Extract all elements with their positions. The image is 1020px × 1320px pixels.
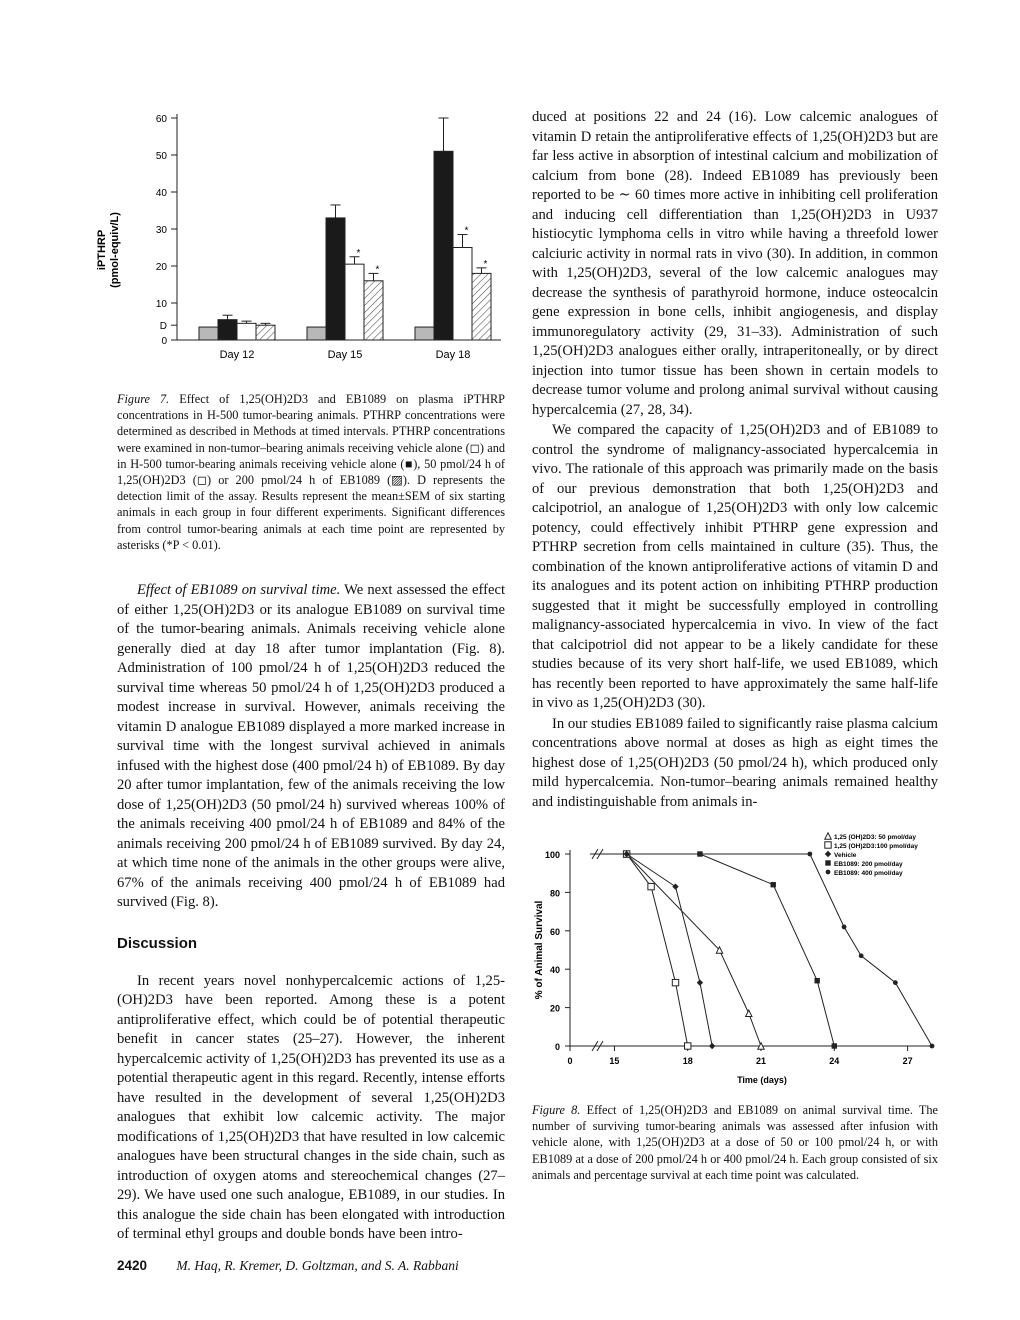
y-tick-label: 80 <box>549 888 560 899</box>
y-tick-label: 60 <box>549 926 560 937</box>
data-point <box>814 978 819 983</box>
data-point <box>842 925 847 930</box>
y-tick-label: 100 <box>544 850 560 860</box>
y-tick-label: 0 <box>161 336 167 347</box>
data-point <box>825 851 831 857</box>
y-tick-label: 10 <box>155 299 167 310</box>
legend-entry: 1,25 (OH)2D3:100 pmol/day <box>834 843 918 850</box>
survival-heading: Effect of EB1089 on survival time. <box>137 582 341 599</box>
footer-authors: M. Haq, R. Kremer, D. Goltzman, and S. A. Rabbani <box>176 1258 459 1273</box>
series-line <box>590 854 834 1046</box>
significance-asterisk: * <box>483 258 488 270</box>
significance-asterisk: * <box>464 225 469 237</box>
data-point <box>746 1010 752 1016</box>
bar <box>345 264 364 340</box>
bar <box>256 325 275 340</box>
data-point <box>832 1043 837 1048</box>
legend-group <box>825 833 918 877</box>
data-point <box>807 852 812 857</box>
y-tick-label: 30 <box>155 225 167 236</box>
x-tick-label: 0 <box>567 1056 573 1066</box>
survival-paragraph <box>117 581 505 913</box>
figure-8-chart <box>532 826 938 1098</box>
significance-asterisk: * <box>375 264 380 276</box>
data-point <box>771 882 776 887</box>
x-axis-title: Time (days) <box>737 1075 787 1085</box>
y-tick-label: 50 <box>155 151 167 162</box>
category-label: Day 18 <box>435 349 471 361</box>
category-labels-group <box>220 349 471 361</box>
y-axis-title: % of Animal Survival <box>534 900 545 1000</box>
legend-entry: EB1089: 400 pmol/day <box>834 870 903 877</box>
data-point <box>825 860 830 865</box>
page-footer <box>117 1258 459 1274</box>
right-paragraph-3: In our studies EB1089 failed to significantly raise plasma calcium concentrations above normal at doses as high as eight times the highest dose of 1,25(OH)2D3 (50 pmol/24 h), which produced only mild hypercalcemia. Non-tumor–bearing animals remained healthy and indistinguishable from animals in- <box>532 715 938 810</box>
series-line <box>590 854 932 1046</box>
bars-group <box>199 118 491 340</box>
data-point <box>709 1043 715 1049</box>
figure-8-caption-text: Effect of 1,25(OH)2D3 and EB1089 on animal survival time. The number of surviving tumor-bearing animals was assessed after infusion with vehicle alone, with 1,25(OH)2D3 at a dose of 50 or 100 pmol/24 h, or with EB1089 at a dose of 200 pmol/24 h or 400 pmol/24 h. Each group consisted of six animals and percentage survival at each time point was calculated. <box>532 1103 939 1182</box>
data-point <box>672 883 678 889</box>
figure-7-caption-text: Effect of 1,25(OH)2D3 and EB1089 on plasma iPTHRP concentrations in H-500 tumor-bearing animals. PTHRP concentrations were determined as described in Methods at timed intervals. PTHRP concentrations were examined in non-tumor–bearing animals receiving vehicle alone (◻) and in H-500 tumor-bearing animals receiving vehicle alone (■), 50 pmol/24 h of 1,25(OH)2D3 (◻) or 200 pmol/24 h of EB1089 (▨). D represents the detection limit of the assay. Results represent the mean±SEM of six starting animals in each group in four different experiments. Significant differences from control tumor-bearing animals at each time point are represented by asterisks (*P < 0.01). <box>117 392 506 552</box>
data-point <box>697 979 703 985</box>
bar <box>307 327 326 340</box>
x-tick-label: 15 <box>609 1056 620 1066</box>
x-tick-label: 27 <box>902 1056 913 1066</box>
y-tick-label: 60 <box>155 114 167 125</box>
data-point <box>672 979 678 985</box>
bar <box>364 281 383 340</box>
category-label: Day 12 <box>219 349 255 361</box>
bar <box>415 327 434 340</box>
discussion-heading: Discussion <box>117 934 198 952</box>
data-point <box>859 953 864 958</box>
right-paragraph-1: duced at positions 22 and 24 (16). Low calcemic analogues of vitamin D retain the antiproliferative effects of 1,25(OH)2D3 but are far less active in absorption of intestinal calcium and mobilization of calcium from bone (28). Indeed EB1089 has previously been reported to be ∼ 60 times more active in inhibiting cell proliferation and inducing cell differentiation than 1,25(OH)2D3 in U937 histiocytic lymphoma cells in vitro while having a threefold lower calciuric activity in normal rats in vivo (30). In addition, in common with 1,25(OH)2D3, several of the low calcemic analogues may decrease the synthesis of parathyroid hormone, induce osteocalcin gene expression in bone cells, inhibit angiogenesis, and display immunoregulatory activity (29, 31–33). Administration of such 1,25(OH)2D3 analogues either orally, intraperitoneally, or by direct injection into tumor tissue has been shown in certain models to decrease tumor volume and prolong animal survival without causing hypercalcemia (27, 28, 34). <box>532 109 938 418</box>
bar <box>472 273 491 340</box>
figure-7-caption <box>117 391 505 553</box>
discussion-paragraph: In recent years novel nonhypercalcemic actions of 1,25-(OH)2D3 have been reported. Among these is a potent antiproliferative effect, which could be of potential therapeutic benefit in cancer states (25–27). However, the inherent hypercalcemic activity of 1,25(OH)2D3 has prevented its use as a potential therapeutic agent in this regard. Recently, intense efforts have resulted in the development of several 1,25(OH)2D3 analogues that exhibit low calcemic activity. The major modifications of 1,25(OH)2D3 that have resulted in low calcemic analogues have been structural changes in the side chain, such as introduction of oxygen atoms and stereochemical changes (27–29). We have used one such analogue, EB1089, in our studies. In this analogue the side chain has been elongated with introduction of terminal ethyl groups and double bonds have been intro- <box>117 972 505 1243</box>
bar <box>218 320 237 340</box>
data-point <box>893 980 898 985</box>
figure-8-caption-label: Figure 8. <box>532 1103 581 1117</box>
data-point <box>825 842 831 848</box>
figure-7-caption-label: Figure 7. <box>117 392 170 406</box>
y-tick-label: 0 <box>554 1042 560 1052</box>
y-axis-label-line-2: (pmol-equiv/L) <box>109 212 121 288</box>
axes-group <box>534 849 934 1085</box>
y-tick-label: 40 <box>155 188 167 199</box>
legend-entry: EB1089: 200 pmol/day <box>834 861 903 868</box>
series-line <box>590 854 688 1046</box>
right-paragraph-2: We compared the capacity of 1,25(OH)2D3 and of EB1089 to control the syndrome of malignancy-associated hypercalcemia in vivo. The rationale of this approach was primarily made on the basis of our previous demonstration that both 1,25(OH)2D3 and calcipotriol, an analogue of 1,25(OH)2D3 with only low calcemic potency, could effectively inhibit PTHRP gene expression and PTHRP secretion from cells maintained in culture (35). Thus, the combination of the known antiproliferative actions of vitamin D and its analogues and its potent action on inhibiting PTHRP production suggested that it might be successfully employed in controlling malignancy-associated hypercalcemia in vivo. In view of the fact that calcipotriol did not appear to be a likely candidate for these studies because of its very short half-life, we used EB1089, which has recently been reported to have approximately the same half-life in vivo as 1,25(OH)2D3 (30). <box>532 422 938 711</box>
left-column <box>96 100 506 1245</box>
y-axis-label-line-1: iPTHRP <box>96 229 108 271</box>
bar <box>237 323 256 340</box>
figure-7-chart <box>96 100 505 382</box>
figure-8-caption <box>532 1102 938 1183</box>
right-column <box>532 108 938 1183</box>
data-point <box>685 1043 691 1049</box>
x-tick-label: 18 <box>682 1056 693 1066</box>
legend-entry: 1,25 (OH)2D3: 50 pmol/day <box>834 834 916 841</box>
y-tick-label: 40 <box>549 965 560 976</box>
bar <box>326 218 345 340</box>
legend-entry: Vehicle <box>834 852 857 859</box>
y-tick-label: 20 <box>155 262 167 273</box>
data-point <box>648 883 654 889</box>
data-point <box>825 833 831 839</box>
x-tick-label: 21 <box>755 1056 767 1066</box>
y-axis-label-group <box>96 212 121 288</box>
y-tick-label: 20 <box>549 1003 560 1014</box>
series-line <box>590 854 712 1046</box>
page-number: 2420 <box>117 1258 148 1273</box>
series-line <box>590 854 761 1046</box>
data-point <box>826 870 831 875</box>
detection-limit-label: D <box>159 321 167 333</box>
bar <box>453 248 472 341</box>
bar <box>434 151 453 340</box>
survival-text: We next assessed the effect of either 1,25(OH)2D3 or its analogue EB1089 on survival time of the tumor-bearing animals. Animals receiving vehicle alone generally died at day 18 after tumor implantation (Fig. 8). Administration of 100 pmol/24 h of 1,25(OH)2D3 reduced the survival time whereas 50 pmol/24 h of 1,25(OH)2D3 produced a modest increase in survival. However, animals receiving the vitamin D analogue EB1089 displayed a more marked increase in survival time with the longest survival achieved in animals infused with the highest dose (400 pmol/24 h) of EB1089. By day 20 after tumor implantation, few of the animals receiving the low dose of 1,25(OH)2D3 (50 pmol/24 h) survived whereas 100% of the animals receiving 400 pmol/24 h of EB1089 and 84% of the animals receiving 200 pmol/24 h of EB1089 survived. By day 24, at which time none of the animals in the other groups were alive, 67% of the animals receiving 400 pmol/24 h of EB1089 had survived (Fig. 8). <box>117 582 505 911</box>
category-label: Day 15 <box>327 349 363 361</box>
bar <box>199 327 218 340</box>
data-point <box>930 1044 935 1049</box>
significance-asterisk: * <box>356 247 361 259</box>
x-tick-label: 24 <box>829 1056 840 1066</box>
series-group <box>590 851 934 1049</box>
